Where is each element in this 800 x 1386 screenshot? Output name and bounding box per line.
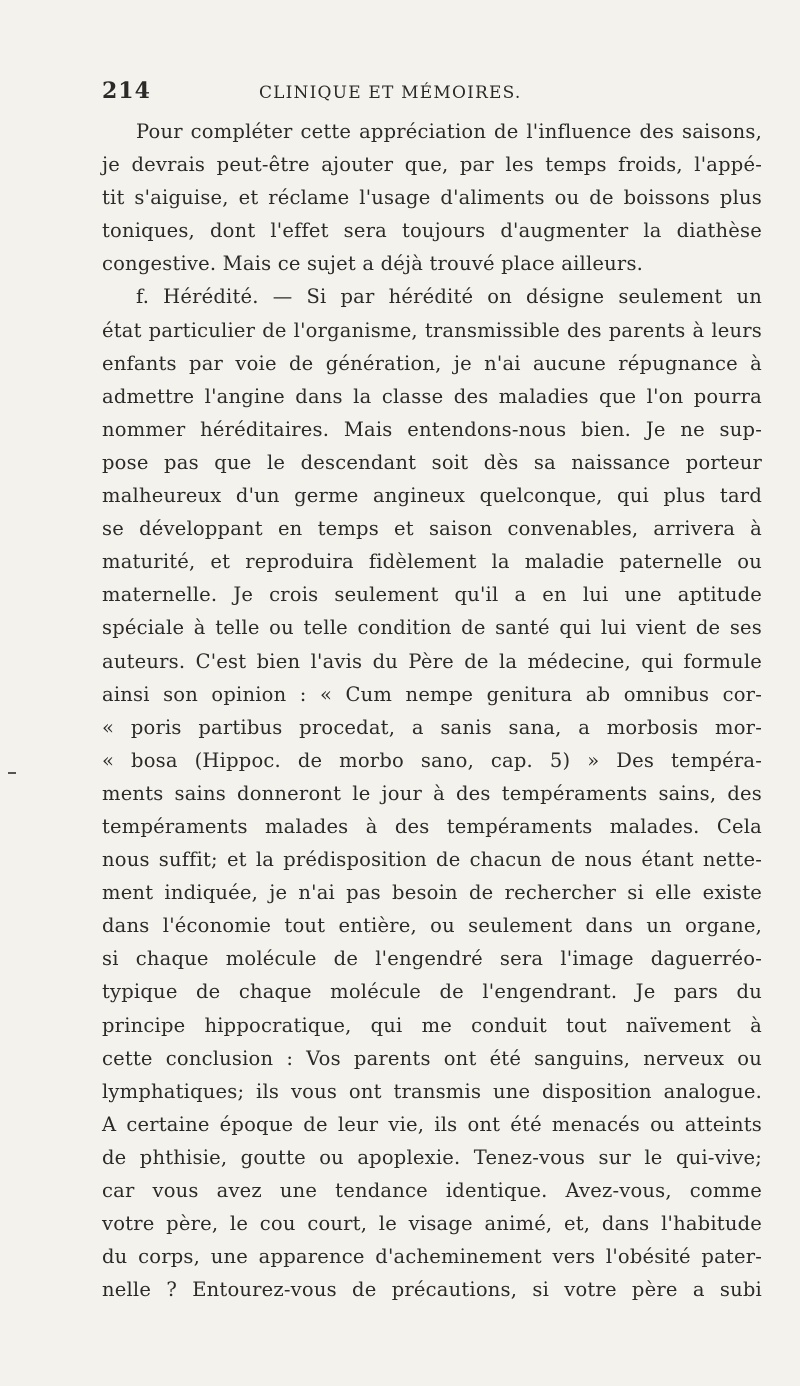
- text-line: nommer héréditaires. Mais entendons-nous bien. Je ne sup-: [102, 417, 762, 441]
- body-text: [102, 115, 762, 1306]
- text-line: lymphatiques; ils vous ont transmis une disposition analogue.: [102, 1079, 762, 1103]
- text-line: enfants par voie de génération, je n'ai aucune répugnance à: [102, 351, 762, 375]
- text-line: malheureux d'un germe angineux quelconque, qui plus tard: [102, 484, 762, 508]
- text-line: ainsi son opinion : « Cum nempe genitura ab omnibus cor-: [102, 682, 762, 706]
- running-title: CLINIQUE ET MÉMOIRES.: [258, 83, 522, 103]
- text-line: f. Hérédité. — Si par hérédité on désigne seulement un: [136, 285, 762, 309]
- text-line: nous suffit; et la prédisposition de chacun de nous étant nette-: [102, 848, 762, 872]
- text-line: spéciale à telle ou telle condition de santé qui lui vient de ses: [102, 616, 762, 640]
- text-line: A certaine époque de leur vie, ils ont été menacés ou atteints: [102, 1112, 762, 1136]
- text-line: dans l'économie tout entière, ou seulement dans un organe,: [102, 914, 762, 938]
- text-line: maturité, et reproduira fidèlement la maladie paternelle ou: [102, 550, 762, 574]
- text-line: car vous avez une tendance identique. Avez-vous, comme: [102, 1179, 762, 1202]
- text-line: je devrais peut-être ajouter que, par les temps froids, l'appé-: [102, 153, 762, 177]
- text-line: « bosa (Hippoc. de morbo sano, cap. 5) » Des tempéra-: [102, 748, 762, 772]
- text-line: état particulier de l'organisme, transmissible des parents à leurs: [102, 318, 762, 342]
- text-line: congestive. Mais ce sujet a déjà trouvé place ailleurs.: [102, 252, 644, 276]
- text-line: principe hippocratique, qui me conduit tout naïvement à: [102, 1013, 762, 1037]
- text-line: ment indiquée, je n'ai pas besoin de rechercher si elle existe: [102, 881, 762, 905]
- text-line: cette conclusion : Vos parents ont été sanguins, nerveux ou: [102, 1046, 762, 1070]
- text-line: tempéraments malades à des tempéraments malades. Cela: [102, 814, 762, 838]
- text-line: se développant en temps et saison convenables, arrivera à: [102, 517, 762, 541]
- text-line: du corps, une apparence d'acheminement vers l'obésité pater-: [102, 1245, 762, 1269]
- text-line: typique de chaque molécule de l'engendrant. Je pars du: [102, 980, 762, 1004]
- text-line: de phthisie, goutte ou apoplexie. Tenez-vous sur le qui-vive;: [102, 1145, 762, 1169]
- text-line: « poris partibus procedat, a sanis sana, a morbosis mor-: [102, 715, 762, 739]
- text-line: pose pas que le descendant soit dès sa naissance porteur: [102, 450, 762, 474]
- text-line: tit s'aiguise, et réclame l'usage d'aliments ou de boissons plus: [102, 186, 762, 210]
- text-line: si chaque molécule de l'engendré sera l'image daguerréo-: [102, 947, 762, 971]
- text-line: auteurs. C'est bien l'avis du Père de la médecine, qui formule: [102, 649, 762, 673]
- text-line: nelle ? Entourez-vous de précautions, si votre père a subi: [102, 1278, 762, 1302]
- page-number: 214: [102, 78, 151, 104]
- text-line: votre père, le cou court, le visage animé, et, dans l'habitude: [102, 1212, 762, 1236]
- text-line: Pour compléter cette appréciation de l'influence des saisons,: [136, 120, 762, 143]
- margin-mark: [8, 772, 16, 774]
- text-line: ments sains donneront le jour à des tempéraments sains, des: [102, 781, 762, 805]
- text-line: maternelle. Je crois seulement qu'il a en lui une aptitude: [102, 583, 762, 607]
- page-header: [102, 78, 744, 104]
- text-line: toniques, dont l'effet sera toujours d'augmenter la diathèse: [102, 219, 762, 243]
- text-line: admettre l'angine dans la classe des maladies que l'on pourra: [102, 384, 762, 408]
